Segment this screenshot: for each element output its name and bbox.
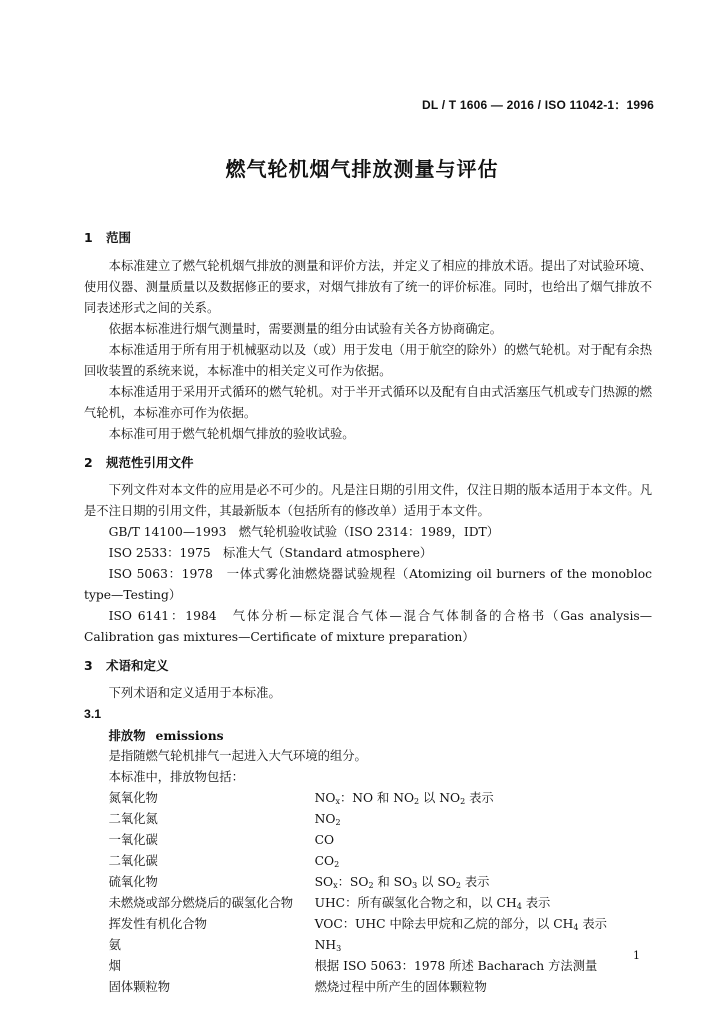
emissions-table-body: [109, 788, 607, 998]
emission-description: [315, 872, 607, 893]
emission-row: [109, 851, 607, 872]
emission-row: [109, 893, 607, 914]
description-text: VOC：UHC 中除去甲烷和乙烷的部分，以 CH: [314, 917, 574, 931]
description-text: 表示: [465, 791, 494, 805]
emissions-table: [109, 788, 607, 998]
description-text: ：SO: [337, 875, 369, 889]
subscript: 4: [573, 923, 579, 932]
section-number: 1: [84, 230, 93, 245]
emission-name: 二氧化碳: [108, 854, 158, 868]
paragraph: 本标准适用于采用开式循环的燃气轮机。对于半开式循环以及配有自由式活塞压气机或专门热源的燃气轮机，本标准亦可作为依据。: [84, 385, 652, 420]
description-text: 燃烧过程中所产生的固体颗粒物: [314, 980, 487, 994]
description-text: NH: [314, 938, 337, 952]
paragraph: 依据本标准进行烟气测量时，需要测量的组分由试验有关各方协商确定。: [108, 322, 503, 336]
emission-name: 一氧化碳: [108, 833, 158, 847]
emission-row: [109, 935, 607, 956]
page-number: 1: [633, 949, 640, 962]
section-heading-terms: [84, 655, 652, 676]
subscript: 3: [336, 944, 342, 953]
emission-row: [109, 830, 607, 851]
paragraph: 下列文件对本文件的应用是必不可少的。凡是注日期的引用文件，仅注日期的版本适用于本文件。凡是不注日期的引用文件，其最新版本（包括所有的修改单）适用于本文件。: [84, 483, 652, 518]
term-chinese: 排放物: [108, 728, 146, 743]
reference-item: ISO 6141：1984 气体分析—标定混合气体—混合气体制备的合格书（Gas analysis—Calibration gas mixtures—Certificate of mixture preparation）: [84, 609, 652, 644]
term-definition: 是指随燃气轮机排气一起进入大气环境的组分。: [108, 749, 367, 763]
reference-item: ISO 2533：1975 标准大气（Standard atmosphere）: [108, 546, 433, 560]
emission-row: [109, 956, 607, 977]
emission-description: [315, 788, 607, 809]
emission-name: 二氧化氮: [108, 812, 158, 826]
section-heading-normative-references: [84, 452, 652, 473]
subscript: 2: [334, 860, 340, 869]
emission-name: 固体颗粒物: [108, 980, 171, 994]
section-title: 规范性引用文件: [106, 455, 194, 470]
description-text: NO: [314, 791, 336, 805]
emission-name: 氮氧化物: [108, 791, 158, 805]
paragraph: 本标准适用于所有用于机械驱动以及（或）用于发电（用于航空的除外）的燃气轮机。对于配有余热回收装置的系统来说，本标准中的相关定义可作为依据。: [84, 343, 652, 378]
paragraph: 本标准可用于燃气轮机烟气排放的验收试验。: [108, 427, 355, 441]
section-number: 2: [84, 455, 93, 470]
emission-name: 挥发性有机化合物: [108, 917, 207, 931]
document-body: [84, 227, 652, 998]
emission-description: [315, 977, 607, 998]
emission-description: [315, 809, 607, 830]
section-heading-scope: [84, 227, 652, 248]
paragraph: 下列术语和定义适用于本标准。: [108, 686, 281, 700]
emission-name: 未燃烧或部分燃烧后的碳氢化合物: [108, 896, 294, 910]
subscript: x: [335, 797, 340, 806]
subscript: 2: [414, 797, 420, 806]
emission-description: [315, 851, 607, 872]
term-number: 3.1: [84, 707, 102, 721]
term-list-intro: 本标准中，排放物包括：: [108, 770, 244, 784]
emission-description: [315, 935, 607, 956]
description-text: 表示: [521, 896, 551, 910]
emission-row: [109, 809, 607, 830]
description-text: NO: [314, 812, 336, 826]
term-english: emissions: [155, 728, 224, 743]
description-text: 表示: [578, 917, 607, 931]
emission-row: [109, 872, 607, 893]
description-text: CO: [314, 854, 335, 868]
section-title: 范围: [106, 230, 132, 245]
description-text: 根据 ISO 5063：1978 所述 Bacharach 方法测量: [314, 959, 598, 973]
paragraph: 本标准建立了燃气轮机烟气排放的测量和评价方法，并定义了相应的排放术语。提出了对试验环境、使用仪器、测量质量以及数据修正的要求，对烟气排放有了统一的评价标准。同时，也给出了烟气排放不同表述形式之间的关系。: [84, 259, 652, 315]
term-heading: [84, 725, 652, 746]
section-number: 3: [84, 658, 93, 673]
emission-description: [315, 956, 607, 977]
description-text: 以 NO: [419, 791, 461, 805]
section-title: 术语和定义: [106, 658, 169, 673]
emission-description: [315, 893, 607, 914]
subscript: 3: [412, 881, 418, 890]
emission-name: 氨: [108, 938, 121, 952]
description-text: SO: [314, 875, 334, 889]
emission-description: [315, 914, 607, 935]
description-text: 表示: [460, 875, 490, 889]
description-text: ：NO 和 NO: [339, 791, 415, 805]
subscript: 2: [455, 881, 461, 890]
reference-item: GB/T 14100—1993 燃气轮机验收试验（ISO 2314：1989，IDT）: [108, 525, 500, 539]
subscript: 2: [335, 818, 341, 827]
description-text: 和 SO: [373, 875, 413, 889]
subscript: 4: [516, 902, 522, 911]
description-text: 以 SO: [417, 875, 456, 889]
reference-item: ISO 5063：1978 一体式雾化油燃烧器试验规程（Atomizing oil burners of the monobloc type—Testing）: [84, 567, 652, 602]
emission-row: [109, 788, 607, 809]
standard-code: DL / T 1606 — 2016 / ISO 11042-1：1996: [422, 98, 654, 112]
emission-row: [109, 977, 607, 998]
description-text: CO: [314, 833, 335, 847]
document-title: 燃气轮机烟气排放测量与评估: [225, 157, 499, 181]
subscript: 2: [368, 881, 374, 890]
emission-description: [315, 830, 607, 851]
subscript: 2: [460, 797, 466, 806]
emission-row: [109, 914, 607, 935]
subscript: x: [333, 881, 338, 890]
description-text: UHC：所有碳氢化合物之和，以 CH: [314, 896, 517, 910]
emission-name: 硫氧化物: [108, 875, 158, 889]
emission-name: 烟: [108, 959, 121, 973]
